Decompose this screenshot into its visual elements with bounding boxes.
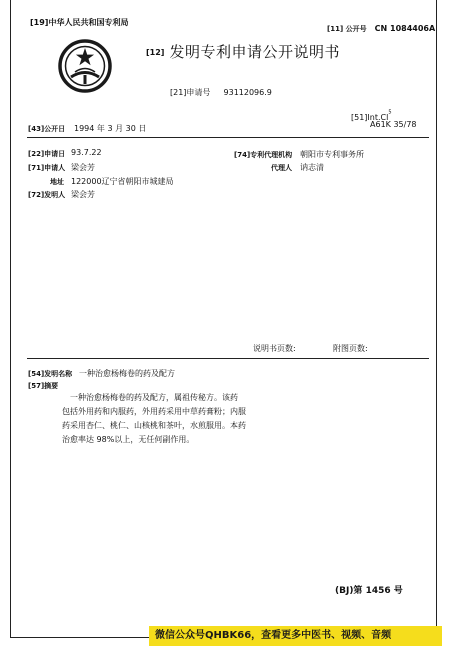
application-number-value: 93112096.9 [223, 88, 272, 97]
publication-number-tag: [11] 公开号 [327, 25, 367, 33]
int-classification-tag: [51]Int.Cl [351, 113, 389, 122]
agency-value: 朝阳市专利事务所 [300, 150, 364, 159]
description-pages-label: 说明书页数: [253, 344, 296, 353]
agent-tag: 代理人 [271, 164, 292, 172]
inventor-value: 梁会芳 [71, 190, 95, 199]
application-number-tag: [21]申请号 [170, 88, 211, 97]
int-classification-value: A61K 35/78 [370, 120, 417, 129]
patent-office-label: [19]中华人民共和国专利局 [30, 18, 129, 27]
national-emblem [58, 39, 112, 93]
header-divider [27, 137, 429, 138]
publication-date-value: 1994 年 3 月 30 日 [74, 124, 147, 133]
document-title-text: 发明专利申请公开说明书 [169, 43, 341, 61]
abstract-tag: [57]摘要 [28, 382, 59, 390]
document-title-tag: [12] [146, 48, 165, 57]
publication-date-tag: [43]公开日 [28, 125, 66, 133]
filing-date-tag: [22]申请日 [28, 150, 66, 158]
agent-value: 讷志清 [300, 163, 324, 172]
abstract-line: 治愈率达 98%以上，无任何副作用。 [62, 435, 195, 444]
applicant-tag: [71]申请人 [28, 164, 66, 172]
emblem-icon [58, 39, 112, 93]
biblio-divider [27, 358, 429, 359]
wechat-banner: 微信公众号QHBK66，查看更多中医书、视频、音频 [149, 626, 442, 646]
page-left-border [10, 0, 11, 638]
invention-title-tag: [54]发明名称 [28, 370, 73, 378]
document-title [146, 41, 340, 62]
agency-tag: [74]专利代理机构 [234, 151, 293, 159]
print-code: (BJ)第 1456 号 [335, 586, 403, 596]
address-tag: 地址 [50, 178, 64, 186]
application-number [170, 80, 272, 99]
abstract-line: 一种治愈杨梅卷的药及配方，属祖传秘方。该药 [70, 393, 238, 402]
abstract-text [62, 391, 246, 447]
publication-number [327, 16, 435, 35]
int-classification-edition: 5 [388, 109, 392, 116]
figure-pages-label: 附图页数: [333, 344, 368, 353]
abstract-line: 药采用杏仁、桃仁、山核桃和茶叶，水煎服用。本药 [62, 421, 246, 430]
applicant-value: 梁会芳 [71, 163, 95, 172]
abstract-line: 包括外用药和内服药，外用药采用中草药膏粉；内服 [62, 407, 246, 416]
filing-date-value: 93.7.22 [71, 148, 102, 157]
address-value: 122000辽宁省朝阳市城建局 [71, 177, 174, 186]
page-right-border [436, 0, 437, 640]
invention-title: 一种治愈杨梅卷的药及配方 [79, 369, 175, 378]
inventor-tag: [72]发明人 [28, 191, 66, 199]
publication-number-value: CN 1084406A [374, 24, 436, 33]
